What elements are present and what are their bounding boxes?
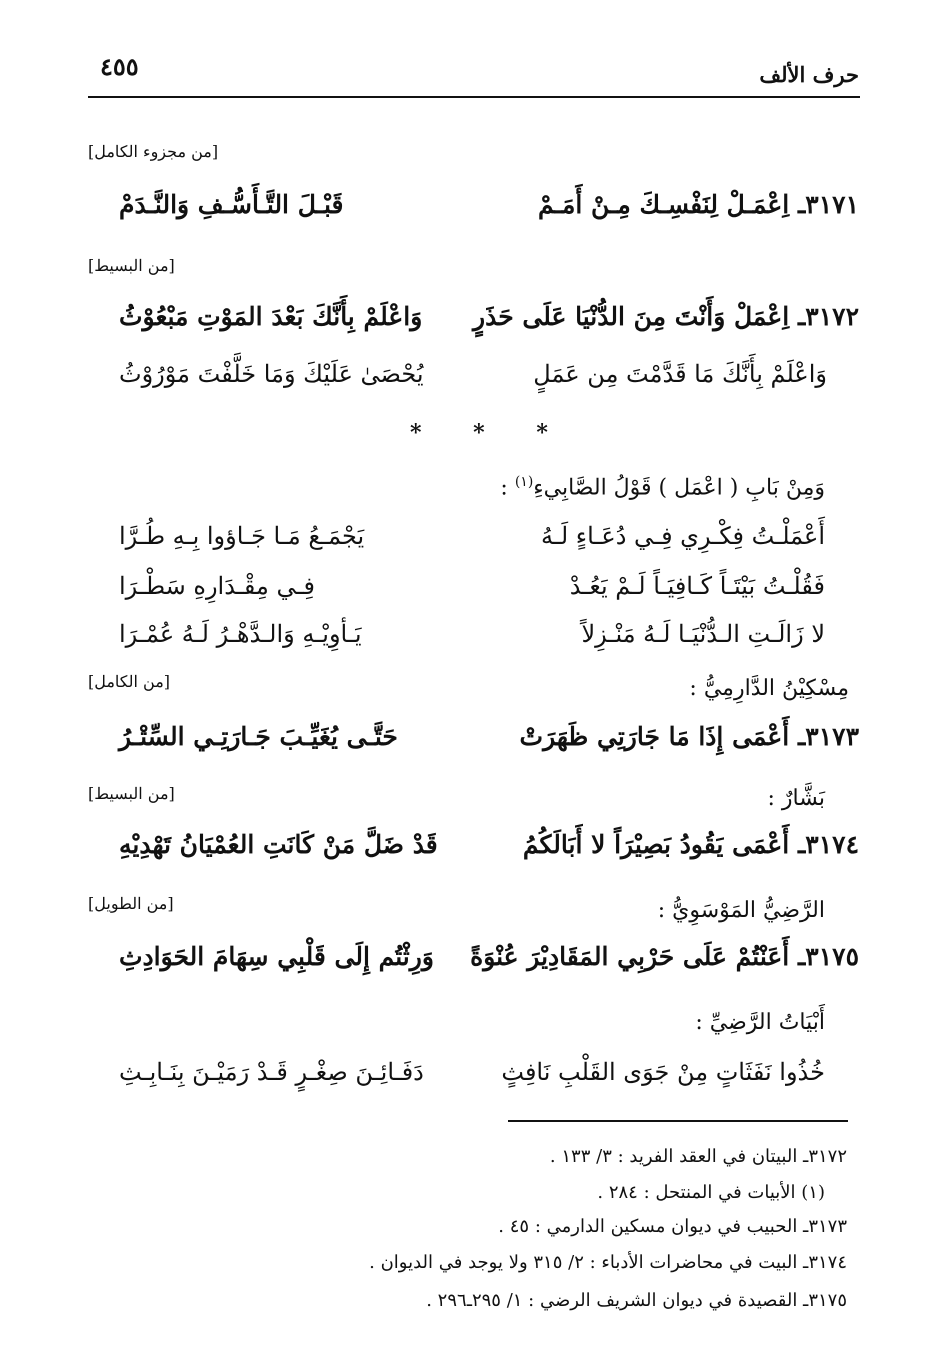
verse-3172 [99,302,859,342]
verse-hemistich-second: وَاعْلَمْ بِأَنَّكَ بَعْدَ المَوْتِ مَبْعُوْثُ [119,302,423,331]
footnote: ٣١٧٣ـ الحبيب في ديوان مسكين الدارمي : ٤٥ . [498,1216,847,1237]
verse-hemistich-second: دَفَـائِـنَ صِغْـرٍ قَـدْ رَمَيْـنَ بِنَـابِـثِ [119,1058,424,1086]
footnote: ٣١٧٢ـ البيتان في العقد الفريد : ٣/ ١٣٣ . [549,1146,847,1167]
verse-hemistich-second: قَدْ ضَلَّ مَنْ كَانَتِ العُمْيَانُ تَهْدِيْهِ [119,830,438,859]
poet-name: الرَّضِيُّ المَوْسَوِيُّ : [657,898,825,923]
poem-line [99,620,825,660]
page-number: ٤٥٥ [100,52,139,81]
verse-hemistich-second: وَرِثْتُم إِلَى قَلْبِي سِهَامَ الحَوَادِثِ [119,942,434,971]
meter-label: [من الطويل] [88,894,174,913]
meter-label: [من مجزوء الكامل] [88,142,219,161]
section-subtitle: أَبْيَاتُ الرَّضِيِّ : [695,1010,825,1035]
footnote-marker: (١) [514,474,534,490]
verse-hemistich-first: ٣١٧٢ـ اِعْمَلْ وَأَنْتَ مِنَ الدُّنْيَا عَلَى حَذَرٍ [473,302,859,331]
verse-hemistich-second: فِـي مِقْـدَارِهِ سَطْـرَا [119,572,315,600]
footnote: ٣١٧٥ـ القصيدة في ديوان الشريف الرضي : ١/ ٢٩٥ـ٢٩٦ . [426,1290,847,1311]
poem-line [99,1058,825,1098]
section-separator: * * * [410,420,570,446]
footnote-rule [508,1120,848,1122]
verse-hemistich-second: قَبْـلَ التَّـأَسُّـفِ وَالنَّـدَمْ [119,190,344,219]
header-rule [88,96,860,98]
verse-hemistich-first: وَاعْلَمْ بِأَنَّكَ مَا قَدَّمْتَ مِن عَمَلٍ [533,360,827,388]
footnote: ٣١٧٤ـ البيت في محاضرات الأدباء : ٢/ ٣١٥ ولا يوجد في الديوان . [369,1252,847,1273]
meter-label: [من البسيط] [88,784,175,803]
verse-hemistich-second: حَتَّـى يُغَيِّـبَ جَـارَتِـي السِّتْـرُ [119,722,398,751]
verse-hemistich-first: خُذُوا نَفَثَاتٍ مِنْ جَوَى القَلْبِ نَافِثٍ [501,1058,825,1086]
verse-hemistich-second: يَجْمَـعُ مَـا جَـاؤوا بِـهِ طُـرَّا [119,522,365,550]
footnote: (١) الأبيات في المنتحل : ٢٨٤ . [597,1182,825,1203]
verse-hemistich-first: ٣١٧٥ـ أَعَنْتُمْ عَلَى حَرْبِي المَقَادِيْرَ عُنْوَةً [470,942,859,971]
verse-hemistich-second: يُحْصَىٰ عَلَيْكَ وَمَا خَلَّفْتَ مَوْرُوْثُ [119,360,424,388]
meter-label: [من البسيط] [88,256,175,275]
verse-3171 [99,190,859,230]
verse-3174 [99,830,859,870]
verse-hemistich-first: فَقُلْـتُ بَيْتَـاً كَـافِيَـاً لَـمْ يَعُـدْ [569,572,825,600]
verse-hemistich-first: لا زَالَـتِ الـدُّنْيَـا لَـهُ مَنْـزِلاً [581,620,825,648]
verse-hemistich-first: أَعْمَلْـتُ فِكْـرِي فِـي دُعَـاءٍ لَـهُ [540,522,825,550]
verse-3173 [99,722,859,762]
verse-hemistich-second: يَـأوِيْـهِ وَالـدَّهْـرُ لَـهُ عُمْـرَا [119,620,362,648]
verse-hemistich-first: ٣١٧٤ـ أَعْمَى يَقُودُ بَصِيْرَاً لا أَبَالَكُمُ [522,830,859,859]
section-intro: وَمِنْ بَابِ ( اعْمَل ) قَوْلُ الصَّابِيءِ$^{(١)}$ : [500,474,825,501]
poet-name: مِسْكِيْنُ الدَّارِمِيُّ : [689,676,849,701]
poet-name: بَشَّارٌ : [767,786,825,811]
verse-3175 [99,942,859,982]
verse-3172-continued [99,360,827,400]
poem-line [99,572,825,612]
verse-hemistich-first: ٣١٧٣ـ أَعْمَى إِذَا مَا جَارَتِي ظَهَرَتْ [519,722,859,751]
meter-label: [من الكامل] [88,672,171,691]
chapter-title: حرف الألف [759,62,859,87]
poem-line [99,522,825,562]
verse-hemistich-first: ٣١٧١ـ اِعْمَـلْ لِنَفْسِـكَ مِـنْ أَمَـمْ [538,190,859,219]
